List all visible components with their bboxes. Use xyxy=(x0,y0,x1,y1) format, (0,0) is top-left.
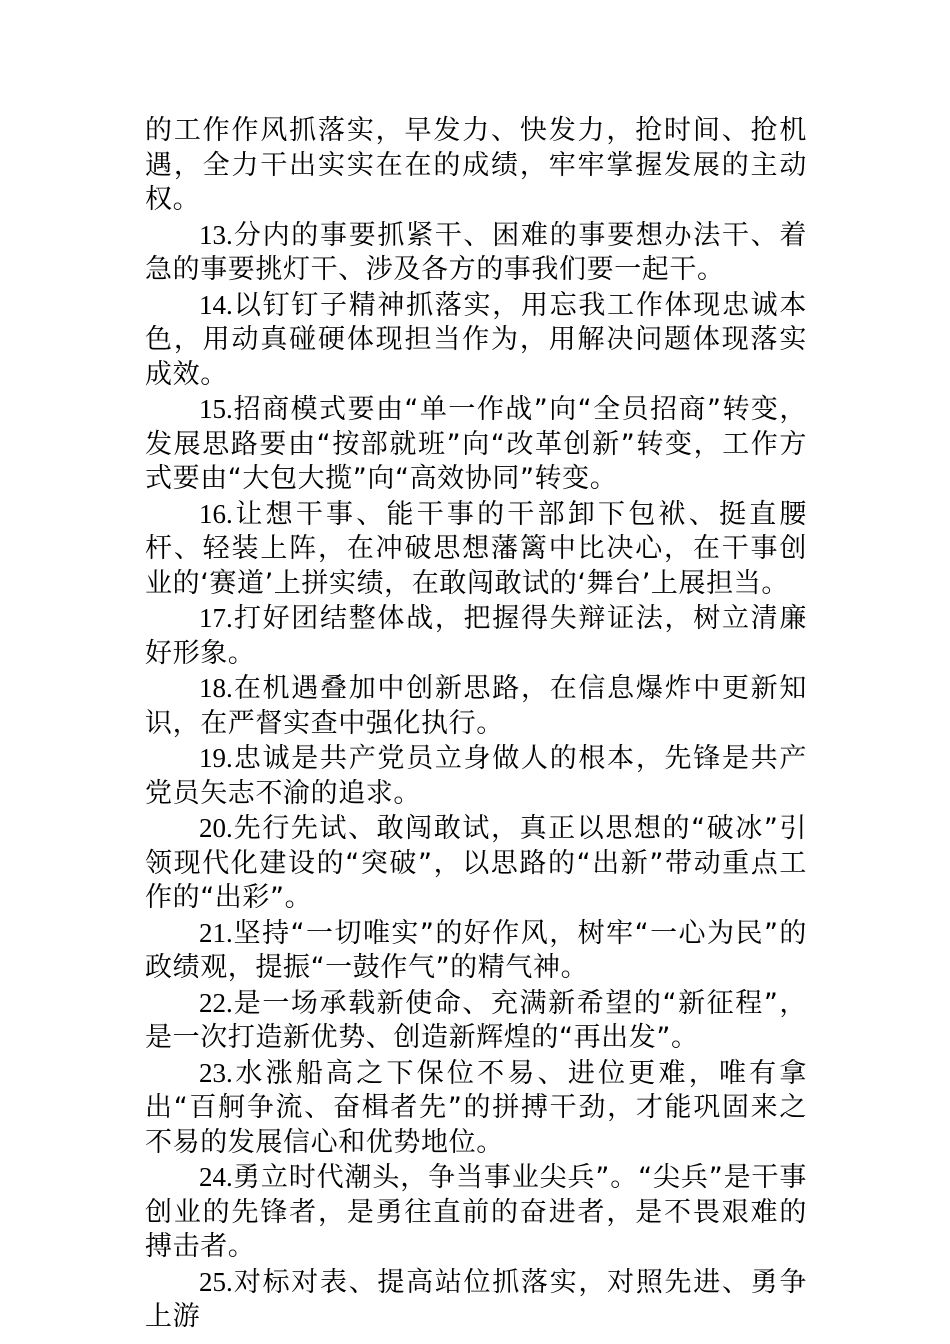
paragraph-number: 22. xyxy=(199,987,233,1018)
paragraph-number: 24. xyxy=(199,1162,233,1192)
paragraph-18 xyxy=(145,671,807,741)
paragraph-text: 以钉钉子精神抓落实，用忘我工作体现忠诚本色，用动真碰硬体现担当作为，用解决问题体现落实成效。 xyxy=(145,289,807,390)
paragraph-17 xyxy=(145,601,807,671)
paragraph-text: 的工作作风抓落实，早发力、快发力，抢时间、抢机遇，全力干出实实在在的成绩，牢牢掌握发展的主动权。 xyxy=(145,115,807,215)
paragraph-22 xyxy=(145,986,807,1056)
paragraph-19 xyxy=(145,741,807,811)
paragraph-23 xyxy=(145,1056,807,1161)
paragraph-13 xyxy=(145,218,807,288)
paragraph-number: 14. xyxy=(199,289,233,320)
paragraph-15 xyxy=(145,392,807,497)
paragraph-text: 忠诚是共产党员立身做人的根本，先锋是共产党员矢志不渝的追求。 xyxy=(145,743,807,809)
paragraph-text: 打好团结整体战，把握得失辩证法，树立清廉好形象。 xyxy=(145,603,807,669)
paragraph-text: 招商模式要由“单一作战”向“全员招商”转变，发展思路要由“按部就班”向“改革创新”转变，工作方式要由“大包大揽”向“高效协同”转变。 xyxy=(145,394,807,494)
paragraph-text: 勇立时代潮头，争当事业尖兵”。“尖兵”是干事创业的先锋者，是勇往直前的奋进者，是不畏艰难的搏击者。 xyxy=(145,1162,807,1262)
paragraph-number: 16. xyxy=(199,498,233,529)
paragraph-text: 分内的事要抓紧干、困难的事要想办法干、着急的事要挑灯干、涉及各方的事我们要一起干。 xyxy=(145,219,807,285)
paragraph-25 xyxy=(145,1265,807,1335)
paragraph-16 xyxy=(145,497,807,602)
paragraph-14 xyxy=(145,288,807,393)
paragraph-number: 17. xyxy=(199,603,233,633)
paragraph-24 xyxy=(145,1160,807,1265)
paragraph-text: 对标对表、提高站位抓落实，对照先进、勇争上游 xyxy=(145,1266,807,1332)
paragraph-number: 15. xyxy=(199,394,233,424)
paragraph-text: 水涨船高之下保位不易、进位更难，唯有拿出“百舸争流、奋楫者先”的拼搏干劲，才能巩固来之不易的发展信心和优势地位。 xyxy=(145,1057,807,1158)
paragraph-number: 13. xyxy=(199,219,233,250)
paragraph-text: 坚持“一切唯实”的好作风，树牢“一心为民”的政绩观，提振“一鼓作气”的精气神。 xyxy=(145,917,807,983)
paragraph-text: 在机遇叠加中创新思路，在信息爆炸中更新知识，在严督实查中强化执行。 xyxy=(145,673,807,739)
paragraph-text: 先行先试、敢闯敢试，真正以思想的“破冰”引领现代化建设的“突破”，以思路的“出新”带动重点工作的“出彩”。 xyxy=(145,813,807,913)
paragraph-number: 18. xyxy=(199,673,233,703)
paragraph-number: 23. xyxy=(199,1057,233,1088)
paragraph-number: 25. xyxy=(199,1266,233,1297)
paragraph-number: 20. xyxy=(199,813,233,843)
paragraph-20 xyxy=(145,811,807,916)
paragraph-text: 让想干事、能干事的干部卸下包袱、挺直腰杆、轻装上阵，在冲破思想藩篱中比决心，在干事创业的‘赛道’上拼实绩，在敢闯敢试的‘舞台’上展担当。 xyxy=(145,498,807,599)
paragraph-continuation xyxy=(145,114,807,218)
paragraph-number: 21. xyxy=(199,917,233,948)
paragraph-number: 19. xyxy=(199,743,233,773)
document-body xyxy=(145,114,807,1335)
paragraph-21 xyxy=(145,916,807,986)
paragraph-text: 是一场承载新使命、充满新希望的“新征程”，是一次打造新优势、创造新辉煌的“再出发”。 xyxy=(145,987,807,1053)
